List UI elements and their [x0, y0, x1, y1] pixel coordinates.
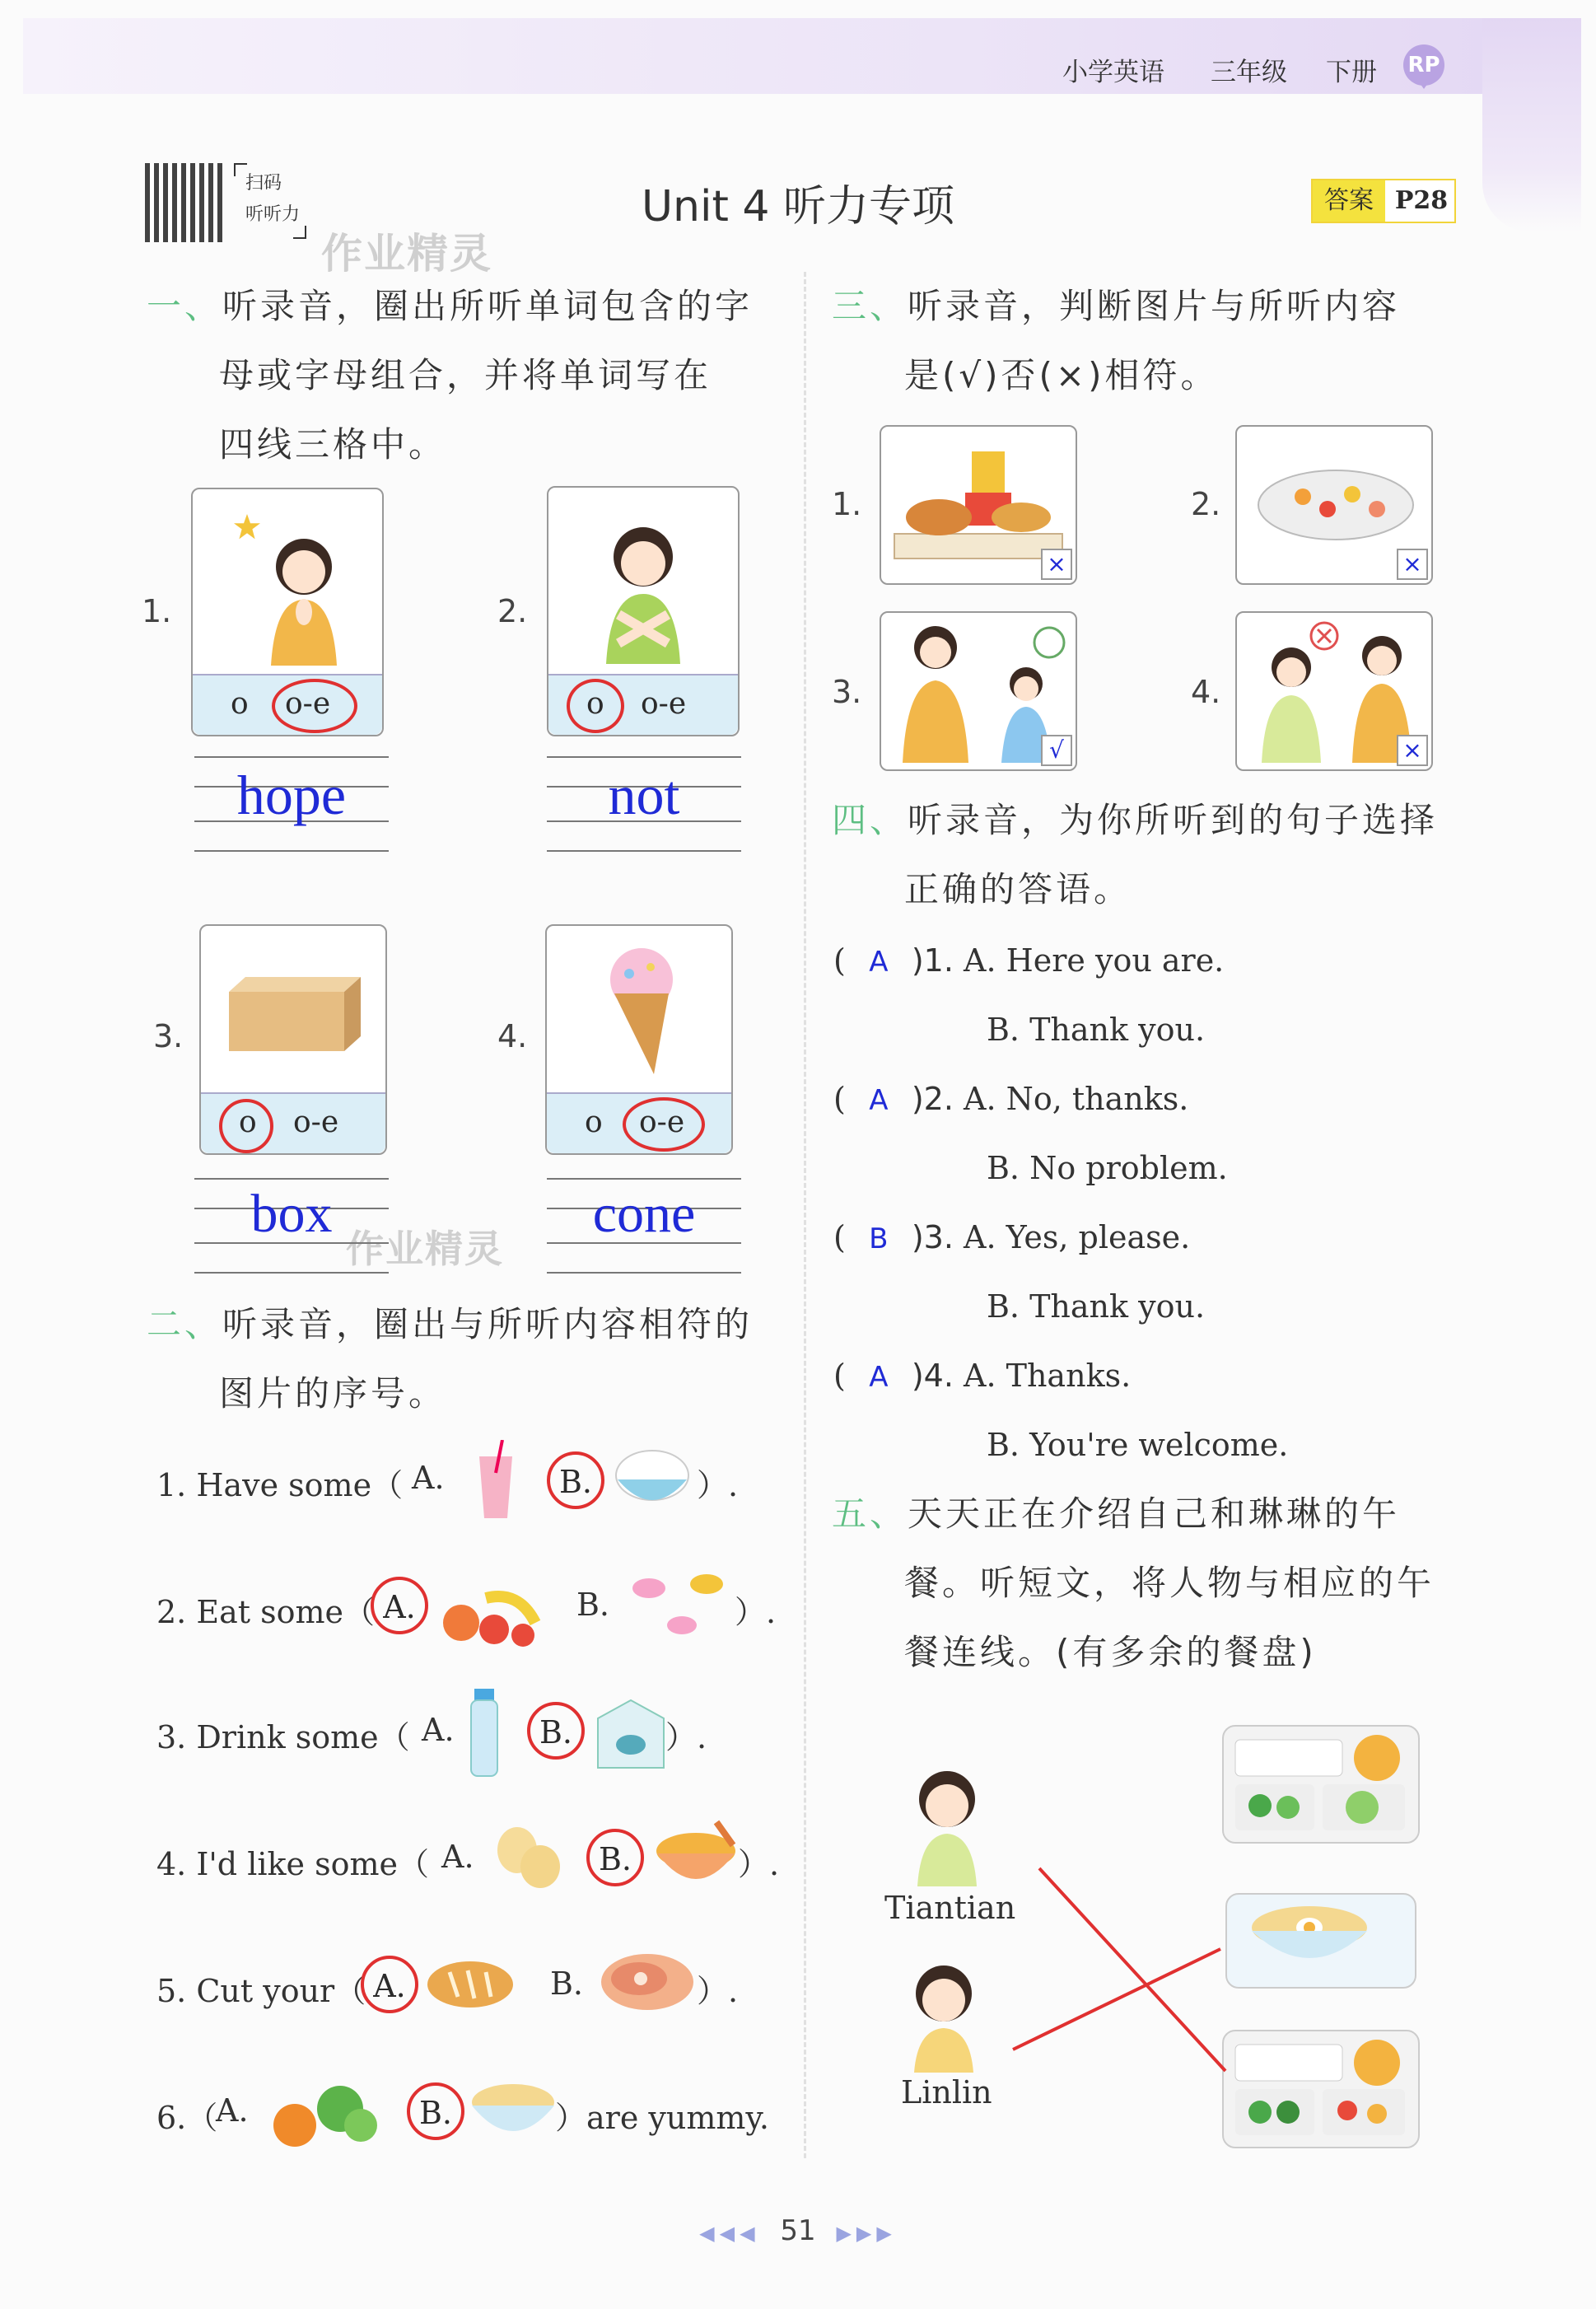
next-arrows-icon: ▶▶▶ — [836, 2222, 897, 2245]
s3-item2-number: 2. — [1191, 486, 1221, 522]
s1-item1-answer: hope — [236, 764, 347, 826]
s2-item1-b[interactable]: B. — [547, 1451, 604, 1509]
s2-item3-post: ）. — [665, 1719, 707, 1755]
section4-number: 四、 — [832, 800, 908, 840]
page-title: Unit 4 听力专项 — [642, 182, 954, 231]
girl-wishing-picture — [226, 501, 349, 666]
answer-label: 答案 — [1313, 180, 1385, 222]
linlin-avatar — [903, 1957, 985, 2073]
lunch-tray-3[interactable] — [1222, 2030, 1420, 2148]
s1-item3-card — [199, 924, 387, 1155]
juice-glass-icon — [471, 1440, 520, 1522]
s4-item2: ( A )2. A. No, thanks. — [833, 1081, 1189, 1117]
s4-item1-answer: A — [869, 946, 889, 979]
s2-item4-b[interactable]: B. — [586, 1829, 644, 1886]
s1-item1-number: 1. — [142, 593, 172, 629]
watermark-2: 作业精灵 — [346, 1227, 504, 1271]
s1-item2-opt-a: o — [586, 687, 604, 721]
s4-item1: ( A )1. A. Here you are. — [833, 942, 1225, 979]
person-linlin: Linlin — [901, 2074, 992, 2110]
bread-icon — [425, 1956, 516, 2013]
s2-item2-b: B. — [576, 1587, 610, 1623]
person-tiantian: Tiantian — [884, 1890, 1016, 1926]
section3-instructions — [832, 272, 1474, 410]
fruit-icon — [436, 1565, 544, 1648]
eggs-icon — [491, 1822, 565, 1891]
prev-arrows-icon: ◀◀◀ — [699, 2222, 760, 2245]
lunch-tray-1[interactable] — [1222, 1725, 1420, 1844]
answer-reference — [1311, 179, 1456, 223]
s2-item2-a[interactable]: A. — [371, 1577, 428, 1634]
page-footer — [0, 2214, 1596, 2247]
section4-instructions — [832, 786, 1474, 924]
qr-label-line1: 扫码 — [245, 173, 282, 194]
tray-2-noodle-bowl-icon — [1227, 1895, 1415, 1987]
s1-item2-number: 2. — [497, 593, 528, 629]
s3-item1-number: 1. — [832, 486, 862, 522]
s2-item4-a: A. — [441, 1839, 474, 1875]
s4-item2-b: B. No problem. — [987, 1150, 1228, 1186]
section2-number: 二、 — [147, 1304, 223, 1344]
s1-item2-options — [548, 674, 738, 735]
page-number: 51 — [780, 2214, 816, 2247]
s3-item2-card — [1235, 425, 1433, 585]
steak-icon — [598, 1949, 697, 2015]
candy-icon — [624, 1563, 740, 1646]
s1-item4-opt-b: o-e — [639, 1105, 685, 1139]
s4-item2-a: A. No, thanks. — [964, 1081, 1189, 1117]
s3-item3-number: 3. — [832, 674, 862, 710]
ice-cream-cone-picture — [596, 942, 687, 1082]
rp-badge: RP — [1403, 44, 1444, 86]
s4-item4-b: B. You're welcome. — [987, 1427, 1289, 1463]
s2-item3-b[interactable]: B. — [527, 1702, 585, 1760]
s4-item1-a: A. Here you are. — [964, 942, 1225, 979]
s4-item3-number: )3. — [911, 1219, 954, 1255]
s4-item3-answer: B — [869, 1222, 889, 1255]
section4-text2: 正确的答语。 — [904, 869, 1132, 909]
section1-text2: 母或字母组合，并将单词写在 — [219, 355, 712, 395]
section1-text3: 四线三格中。 — [219, 424, 447, 465]
s1-item3-answer: box — [250, 1184, 333, 1244]
s1-item3-opt-a: o — [239, 1105, 257, 1139]
qr-label-line2: 听听力 — [245, 204, 301, 225]
s1-item3-opt-b: o-e — [293, 1105, 339, 1139]
section5-text3: 餐连线。(有多余的餐盘) — [904, 1632, 1317, 1672]
section3-text1: 听录音，判断图片与所听内容 — [908, 286, 1401, 326]
section1-instructions — [147, 272, 789, 479]
s1-item4-options — [547, 1092, 731, 1153]
s1-item4-opt-a: o — [585, 1105, 603, 1139]
s2-item1-text: 1. Have some（ — [156, 1467, 404, 1503]
s2-item3-text: 3. Drink some（ — [156, 1719, 410, 1755]
s1-item3-number: 3. — [153, 1018, 184, 1054]
s3-item4-card — [1235, 611, 1433, 771]
section2-text2: 图片的序号。 — [219, 1373, 447, 1414]
section1-text1: 听录音，圈出所听单词包含的字 — [222, 286, 754, 326]
rice-bowl-icon — [611, 1447, 693, 1512]
s4-item4-a: A. Thanks. — [964, 1358, 1132, 1394]
header-grade: 三年级 — [1211, 58, 1287, 87]
noodles-icon — [468, 2074, 558, 2148]
s3-item4-mark: × — [1397, 735, 1428, 766]
s3-item3-mark: √ — [1041, 735, 1072, 766]
section1-number: 一、 — [147, 286, 223, 326]
box-picture — [221, 967, 369, 1058]
section5-text1: 天天正在介绍自己和琳琳的午 — [908, 1493, 1401, 1534]
s2-item6-post: ）are yummy. — [555, 2100, 769, 2136]
s3-item1-card — [880, 425, 1077, 585]
s2-item4-text: 4. I'd like some（ — [156, 1846, 429, 1882]
section5-text2: 餐。听短文，将人物与相应的午 — [904, 1563, 1435, 1603]
section5-number: 五、 — [832, 1493, 908, 1534]
s1-item2-answer: not — [608, 764, 680, 826]
s2-item4-post: ）. — [738, 1846, 780, 1882]
section5-instructions — [832, 1479, 1491, 1687]
water-bottle-icon — [468, 1689, 501, 1779]
s4-item3-b: B. Thank you. — [987, 1288, 1206, 1325]
s2-item3-a: A. — [422, 1712, 455, 1748]
s3-item1-mark: × — [1041, 549, 1072, 580]
s1-item1-opt-b: o-e — [285, 687, 331, 721]
column-divider — [804, 272, 806, 2158]
answer-page: P28 — [1394, 186, 1449, 215]
section3-text2: 是(√)否(×)相符。 — [904, 355, 1219, 395]
s1-item1-card — [191, 488, 384, 736]
watermark: 作业精灵 — [321, 230, 492, 278]
s4-item2-answer: A — [869, 1084, 889, 1117]
header-volume: 下册 — [1326, 58, 1377, 87]
s2-item5-text: 5. Cut your（ — [156, 1973, 366, 2009]
s2-item2-post: ）. — [735, 1594, 777, 1630]
tray-1-food-icon — [1224, 1727, 1418, 1842]
s3-item3-card — [880, 611, 1077, 771]
s4-item4: ( A )4. A. Thanks. — [833, 1358, 1132, 1394]
salad-plate-picture — [1253, 460, 1418, 550]
tiantian-avatar — [906, 1763, 988, 1886]
s1-item1-options — [193, 674, 382, 735]
s2-item6-b[interactable]: B. — [407, 2082, 464, 2140]
s4-item1-b: B. Thank you. — [987, 1012, 1206, 1048]
s4-item3-a: A. Yes, please. — [964, 1219, 1191, 1255]
section2-instructions — [147, 1290, 789, 1428]
section3-number: 三、 — [832, 286, 908, 326]
s2-item5-a[interactable]: A. — [361, 1956, 418, 2013]
matching-lines — [988, 1845, 1235, 2092]
s4-item4-answer: A — [869, 1361, 889, 1394]
girl-arms-crossed-picture — [581, 499, 705, 664]
lunch-tray-2[interactable] — [1225, 1893, 1416, 1989]
s3-item4-number: 4. — [1191, 674, 1221, 710]
s2-item2-text: 2. Eat some（ — [156, 1594, 375, 1630]
s3-item2-mark: × — [1397, 549, 1428, 580]
s1-item1-opt-a: o — [231, 687, 249, 721]
tray-3-food-icon — [1224, 2031, 1418, 2147]
fast-food-tray-picture — [889, 435, 1067, 567]
s2-item5-post: ）. — [697, 1973, 739, 2009]
s1-item4-number: 4. — [497, 1018, 528, 1054]
s2-item1-post: ）. — [697, 1467, 739, 1503]
s1-item2-card — [547, 486, 740, 736]
s4-item1-number: )1. — [911, 942, 954, 979]
s4-item2-number: )2. — [911, 1081, 954, 1117]
s4-item4-number: )4. — [911, 1358, 954, 1394]
s2-item5-b: B. — [550, 1965, 584, 2002]
s1-item4-card — [545, 924, 733, 1155]
s2-item1-a: A. — [412, 1460, 445, 1496]
s2-item6-a: A. — [216, 2092, 249, 2129]
vegetables-icon — [262, 2068, 385, 2150]
s1-item4-answer: cone — [592, 1184, 696, 1244]
section2-text1: 听录音，圈出与所听内容相符的 — [222, 1304, 754, 1344]
s1-item3-options — [201, 1092, 385, 1153]
header-subject: 小学英语 — [1062, 58, 1164, 87]
milk-carton-icon — [590, 1694, 672, 1773]
section4-text1: 听录音，为你所听到的句子选择 — [908, 800, 1439, 840]
s1-item2-opt-b: o-e — [641, 687, 687, 721]
s4-item3: ( B )3. A. Yes, please. — [833, 1219, 1191, 1255]
soup-bowl-icon — [651, 1814, 741, 1896]
s2-item6-text: 6.（ — [156, 2100, 218, 2136]
